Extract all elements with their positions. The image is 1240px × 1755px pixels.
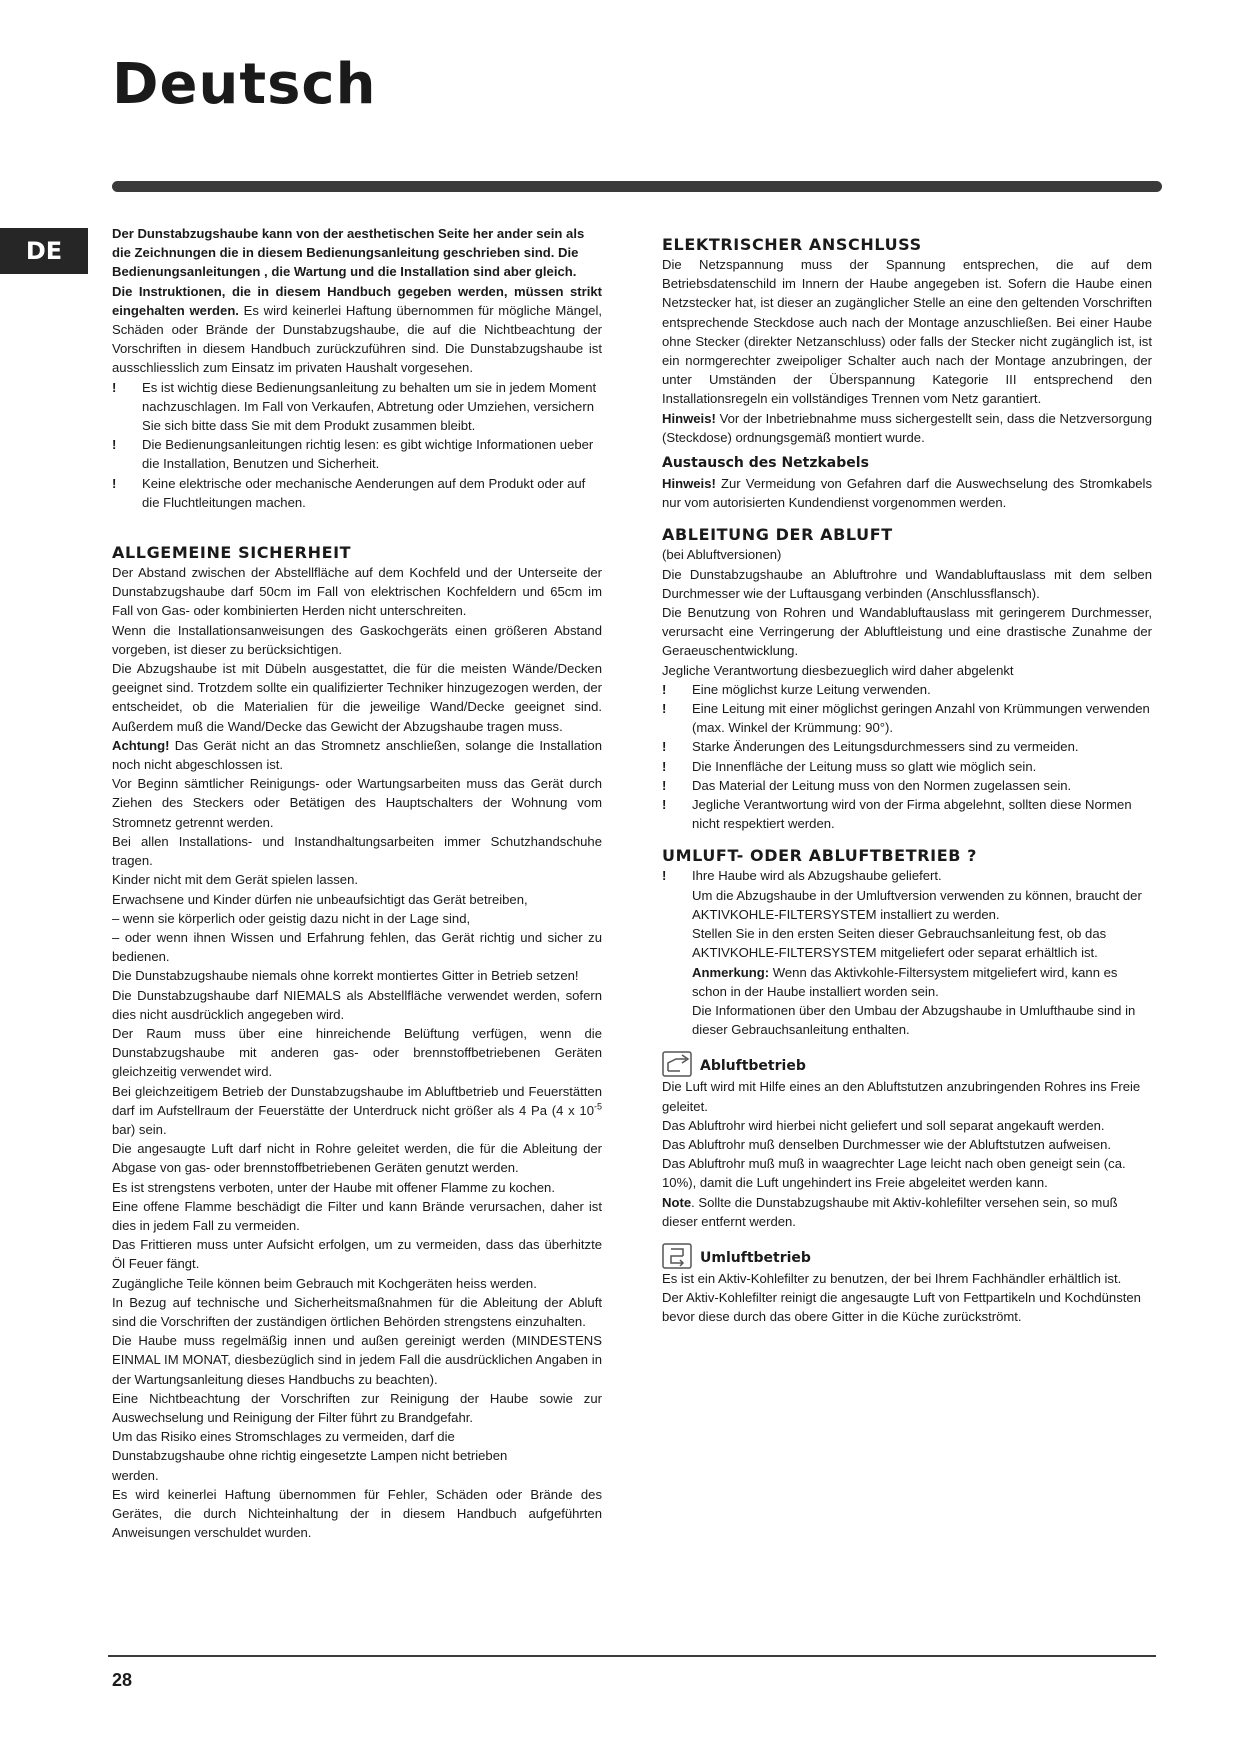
right-column xyxy=(662,234,1152,1327)
abluft-heading-row xyxy=(662,1051,1152,1077)
safety-warning: Achtung! Das Gerät nicht an das Stromnetz anschließen, solange die Installation noch nicht abgeschlossen ist. xyxy=(112,737,602,773)
exhaust-paragraph: Jegliche Verantwortung diesbezueglich wird daher abgelenkt xyxy=(662,662,1014,678)
safety-heading: ALLGEMEINE SICHERHEIT xyxy=(112,543,352,563)
safety-paragraph: Die angesaugte Luft darf nicht in Rohre geleitet werden, die für die Ableitung der Abgase von gas- oder brennstoffbetriebenen Geräten genutzt werden. xyxy=(112,1141,602,1176)
safety-paragraph: Um das Risiko eines Stromschlages zu vermeiden, darf die Dunstabzugshaube ohne richtig eingesetzte Lampen nicht betrieben werden. xyxy=(112,1429,508,1483)
exhaust-paragraph: (bei Abluftversionen) xyxy=(662,547,782,563)
safety-paragraph: Bei allen Installations- und Instandhaltungsarbeiten immer Schutzhandschuhe tragen. xyxy=(112,833,602,869)
list-item: ! Es ist wichtig diese Bedienungsanleitung zu behalten um sie in jedem Moment nachzuschlagen. Im Fall von Verkaufen, Abtretung oder Umziehen, versichern Sie sich bitte dass Sie mit dem Produkt zusammen bleibt. xyxy=(112,379,597,434)
safety-paragraph: Das Frittieren muss unter Aufsicht erfolgen, um zu vermeiden, dass das überhitzte Öl Feuer fängt. xyxy=(112,1237,602,1272)
electrical-paragraph: Die Netzspannung muss der Spannung entsprechen, die auf dem Betriebsdatenschild im Innern der Haube angegeben ist. Sofern die Haube einen Netzstecker hat, ist dieser an zugänglicher Stelle an eine den geltenden Vorschriften entsprechende Steckdose auch nach der Montage anzuschließen. Bei einer Haube ohne Stecker (direkter Netzanschluss) oder falls der Stecker nicht zugänglich ist, ist ein normgerechter zweipoliger Schalter auch nach der Montage anzubringen, der unter Umständen der Überspannung Kategorie III entsprechend den Installationsregeln ein vollständiges Trennen vom Netz garantiert. xyxy=(662,257,1152,407)
safety-paragraph: Erwachsene und Kinder dürfen nie unbeaufsichtigt das Gerät betreiben, xyxy=(112,891,528,907)
safety-paragraph: In Bezug auf technische und Sicherheitsmaßnahmen für die Ableitung der Abluft sind die Vorschriften der zuständigen örtlichen Behörden strengstens einzuhalten. xyxy=(112,1294,602,1329)
safety-paragraph: Es wird keinerlei Haftung übernommen für Fehler, Schäden oder Brände des Gerätes, die durch Nichteinhaltung der in diesem Handbuch aufgeführten Anweisungen verschuldet wurden. xyxy=(112,1486,602,1541)
umluft-heading: Umluftbetrieb xyxy=(700,1249,811,1266)
language-tab: DE xyxy=(0,228,88,274)
exhaust-paragraph: Die Benutzung von Rohren und Wandabluftauslass mit geringerem Durchmesser, verursacht eine Verringerung der Abluftleistung und eine drastische Zunahme der Geraeuschentwicklung. xyxy=(662,605,1152,659)
electrical-heading: ELEKTRISCHER ANSCHLUSS xyxy=(662,235,922,254)
safety-paragraph: Zugängliche Teile können beim Gebrauch mit Kochgeräten heiss werden. xyxy=(112,1275,537,1291)
safety-paragraph: Die Dunstabzugshaube niemals ohne korrekt montiertes Gitter in Betrieb setzen! xyxy=(112,968,579,984)
list-item: ! Ihre Haube wird als Abzugshaube geliefert. xyxy=(662,868,942,884)
abluft-heading: Abluftbetrieb xyxy=(700,1058,806,1075)
list-item: ! Die Bedienungsanleitungen richtig lesen: es gibt wichtige Informationen ueber die Installation, Benutzen und Sicherheit. xyxy=(112,437,594,472)
mode-paragraph: Um die Abzugshaube in der Umluftversion verwenden zu können, braucht der AKTIVKOHLE-FILTERSYSTEM installiert zu werden. xyxy=(692,887,1142,922)
abluft-paragraph: Das Abluftrohr wird hierbei nicht geliefert und soll separat angekauft werden. xyxy=(662,1117,1105,1133)
mode-paragraph: Stellen Sie in den ersten Seiten dieser Gebrauchsanleitung fest, ob das AKTIVKOHLE-FILTERSYSTEM mitgeliefert oder separat erhältlich ist. xyxy=(692,926,1107,961)
abluft-paragraph: Das Abluftrohr muß muß in waagrechter Lage leicht nach oben geneigt sein (ca. 10%), damit die Luft ungehindert ins Freie abgeleitet werden kann. xyxy=(662,1156,1126,1191)
intro-paragraph-1: Der Dunstabzugshaube kann von der aesthetischen Seite her ander sein als die Zeichnungen die in diesem Bedienungsanleitung geschrieben sind. Die Bedienungsanleitungen , die Wartung und die Installation sind aber gleich. xyxy=(112,226,585,280)
safety-paragraph: Die Haube muss regelmäßig innen und außen gereinigt werden (MINDESTENS EINMAL IM MONAT, diesbezüglich sind in jedem Fall die ausdrücklichen Angaben in der Wartungsanleitung dieses Handbuchs zu beachten). xyxy=(112,1333,602,1387)
safety-paragraph: Der Raum muss über eine hinreichende Belüftung verfügen, wenn die Dunstabzugshaube mit anderen gas- oder brennstoffbetriebenen Geräten gleichzeitig verwendet wird. xyxy=(112,1025,602,1080)
exhaust-heading: ABLEITUNG DER ABLUFT xyxy=(662,525,893,545)
exhaust-mode-icon xyxy=(662,1051,692,1077)
umluft-paragraph: Der Aktiv-Kohlefilter reinigt die angesaugte Luft von Fettpartikeln und Kochdünsten bevor diese durch das obere Gitter in die Küche zurückströmt. xyxy=(662,1290,1141,1325)
recirculation-mode-icon xyxy=(662,1243,692,1269)
page-number: 28 xyxy=(112,1670,133,1690)
mode-note: Anmerkung: Wenn das Aktivkohle-Filtersystem mitgeliefert wird, kann es schon in der Haube installiert worden sein. xyxy=(692,964,1118,999)
footer-divider xyxy=(108,1655,1156,1657)
header-divider xyxy=(112,181,1162,192)
safety-paragraph: Eine offene Flamme beschädigt die Filter und kann Brände verursachen, daher ist dies in jedem Fall zu vermeiden. xyxy=(112,1198,602,1233)
list-item: ! Eine Leitung mit einer möglichst geringen Anzahl von Krümmungen verwenden (max. Winkel der Krümmung: 90°). xyxy=(662,701,1150,736)
abluft-note: Note. Sollte die Dunstabzugshaube mit Aktiv-kohlefilter versehen sein, so muß dieser entfernt werden. xyxy=(662,1194,1118,1229)
cable-replacement-heading: Austausch des Netzkabels xyxy=(662,455,869,472)
umluft-paragraph: Es ist ein Aktiv-Kohlefilter zu benutzen, der bei Ihrem Fachhändler erhältlich ist. xyxy=(662,1270,1122,1286)
list-item: ! Die Innenfläche der Leitung muss so glatt wie möglich sein. xyxy=(662,758,1037,774)
safety-paragraph: Kinder nicht mit dem Gerät spielen lassen. xyxy=(112,872,358,888)
safety-paragraph: Vor Beginn sämtlicher Reinigungs- oder Wartungsarbeiten muss das Gerät durch Ziehen des Steckers oder Betätigen des Hauptschalters der Wohnung vom Stromnetz getrennt werden. xyxy=(112,776,602,830)
electrical-note: Hinweis! Zur Vermeidung von Gefahren darf die Auswechselung des Stromkabels nur vom autorisierten Kundendienst vorgenommen werden. xyxy=(662,476,1152,511)
safety-paragraph: – oder wenn ihnen Wissen und Erfahrung fehlen, das Gerät richtig und sicher zu bedienen. xyxy=(112,929,602,965)
page-title: Deutsch xyxy=(112,52,377,117)
left-column xyxy=(112,224,602,1542)
list-item: ! Jegliche Verantwortung wird von der Firma abgelehnt, sollten diese Normen nicht respektiert werden. xyxy=(662,797,1132,832)
abluft-paragraph: Die Luft wird mit Hilfe eines an den Abluftstutzen anzubringenden Rohres ins Freie geleitet. xyxy=(662,1079,1141,1114)
umluft-heading-row xyxy=(662,1243,1152,1269)
safety-paragraph: Die Abzugshaube ist mit Dübeln ausgestattet, die für die meisten Wände/Decken geeignet sind. Trotzdem sollte ein qualifizierter Techniker hinzugezogen werden, der entscheidet, ob die Materialien für die jeweilige Wand/Decke geeignet sind. Außerdem muß die Wand/Decke das Gewicht der Abzugshaube tragen muss. xyxy=(112,661,602,734)
list-item: ! Keine elektrische oder mechanische Aenderungen auf dem Produkt oder auf die Fluchtleitungen machen. xyxy=(112,475,586,510)
intro-paragraph-2: Die Instruktionen, die in diesem Handbuch gegeben werden, müssen strikt eingehalten werden. Es wird keinerlei Haftung übernommen für mögliche Mängel, Schäden oder Brände der Dunstabzugshaube, die auf die Nichtbeachtung der Vorschriften in diesem Handbuch zurückzuführen sind. Die Dunstabzugshaube ist ausschliesslich zum Einsatz im privaten Haushalt vorgesehen. xyxy=(112,283,602,376)
mode-paragraph: Die Informationen über den Umbau der Abzugshaube in Umlufthaube sind in dieser Gebrauchsanleitung enthalten. xyxy=(692,1002,1136,1038)
safety-paragraph: – wenn sie körperlich oder geistig dazu nicht in der Lage sind, xyxy=(112,910,471,926)
safety-paragraph-pressure: Bei gleichzeitigem Betrieb der Dunstabzugshaube im Abluftbetrieb und Feuerstätten darf im Aufstellraum der Feuerstätte der Unterdruck nicht größer als 4 Pa (4 x $10^{-5}$ bar) sein. xyxy=(112,1083,602,1137)
abluft-paragraph: Das Abluftrohr muß denselben Durchmesser wie der Abluftstutzen aufweisen. xyxy=(662,1136,1112,1152)
mode-heading: UMLUFT- ODER ABLUFTBETRIEB ? xyxy=(662,846,978,866)
list-item: ! Eine möglichst kurze Leitung verwenden. xyxy=(662,681,931,697)
electrical-note: Hinweis! Vor der Inbetriebnahme muss sichergestellt sein, dass die Netzversorgung (Steckdose) ordnungsgemäß montiert wurde. xyxy=(662,410,1152,445)
safety-paragraph: Wenn die Installationsanweisungen des Gaskochgeräts einen größeren Abstand vorgeben, ist dieser zu berücksichtigen. xyxy=(112,622,602,657)
safety-paragraph: Es ist strengstens verboten, unter der Haube mit offener Flamme zu kochen. xyxy=(112,1179,555,1195)
safety-paragraph: Eine Nichtbeachtung der Vorschriften zur Reinigung der Haube sowie zur Auswechselung und Reinigung der Filter führt zu Brandgefahr. xyxy=(112,1390,602,1425)
exhaust-paragraph: Die Dunstabzugshaube an Abluftrohre und Wandabluftauslass mit dem selben Durchmesser wie der Luftausgang verbinden (Anschlussflansch). xyxy=(662,566,1152,601)
list-item: ! Das Material der Leitung muss von den Normen zugelassen sein. xyxy=(662,777,1072,793)
safety-paragraph: Der Abstand zwischen der Abstellfläche auf dem Kochfeld und der Unterseite der Dunstabzugshaube darf 50cm im Fall von elektrischen Kochfeldern und 65cm im Fall von Gas- oder kombinierten Herden nicht unterschreiten. xyxy=(112,565,602,619)
list-item: ! Starke Änderungen des Leitungsdurchmessers sind zu vermeiden. xyxy=(662,739,1079,755)
safety-paragraph: Die Dunstabzugshaube darf NIEMALS als Abstellfläche verwendet werden, sofern dies nicht ausdrücklich angegeben wird. xyxy=(112,987,602,1022)
